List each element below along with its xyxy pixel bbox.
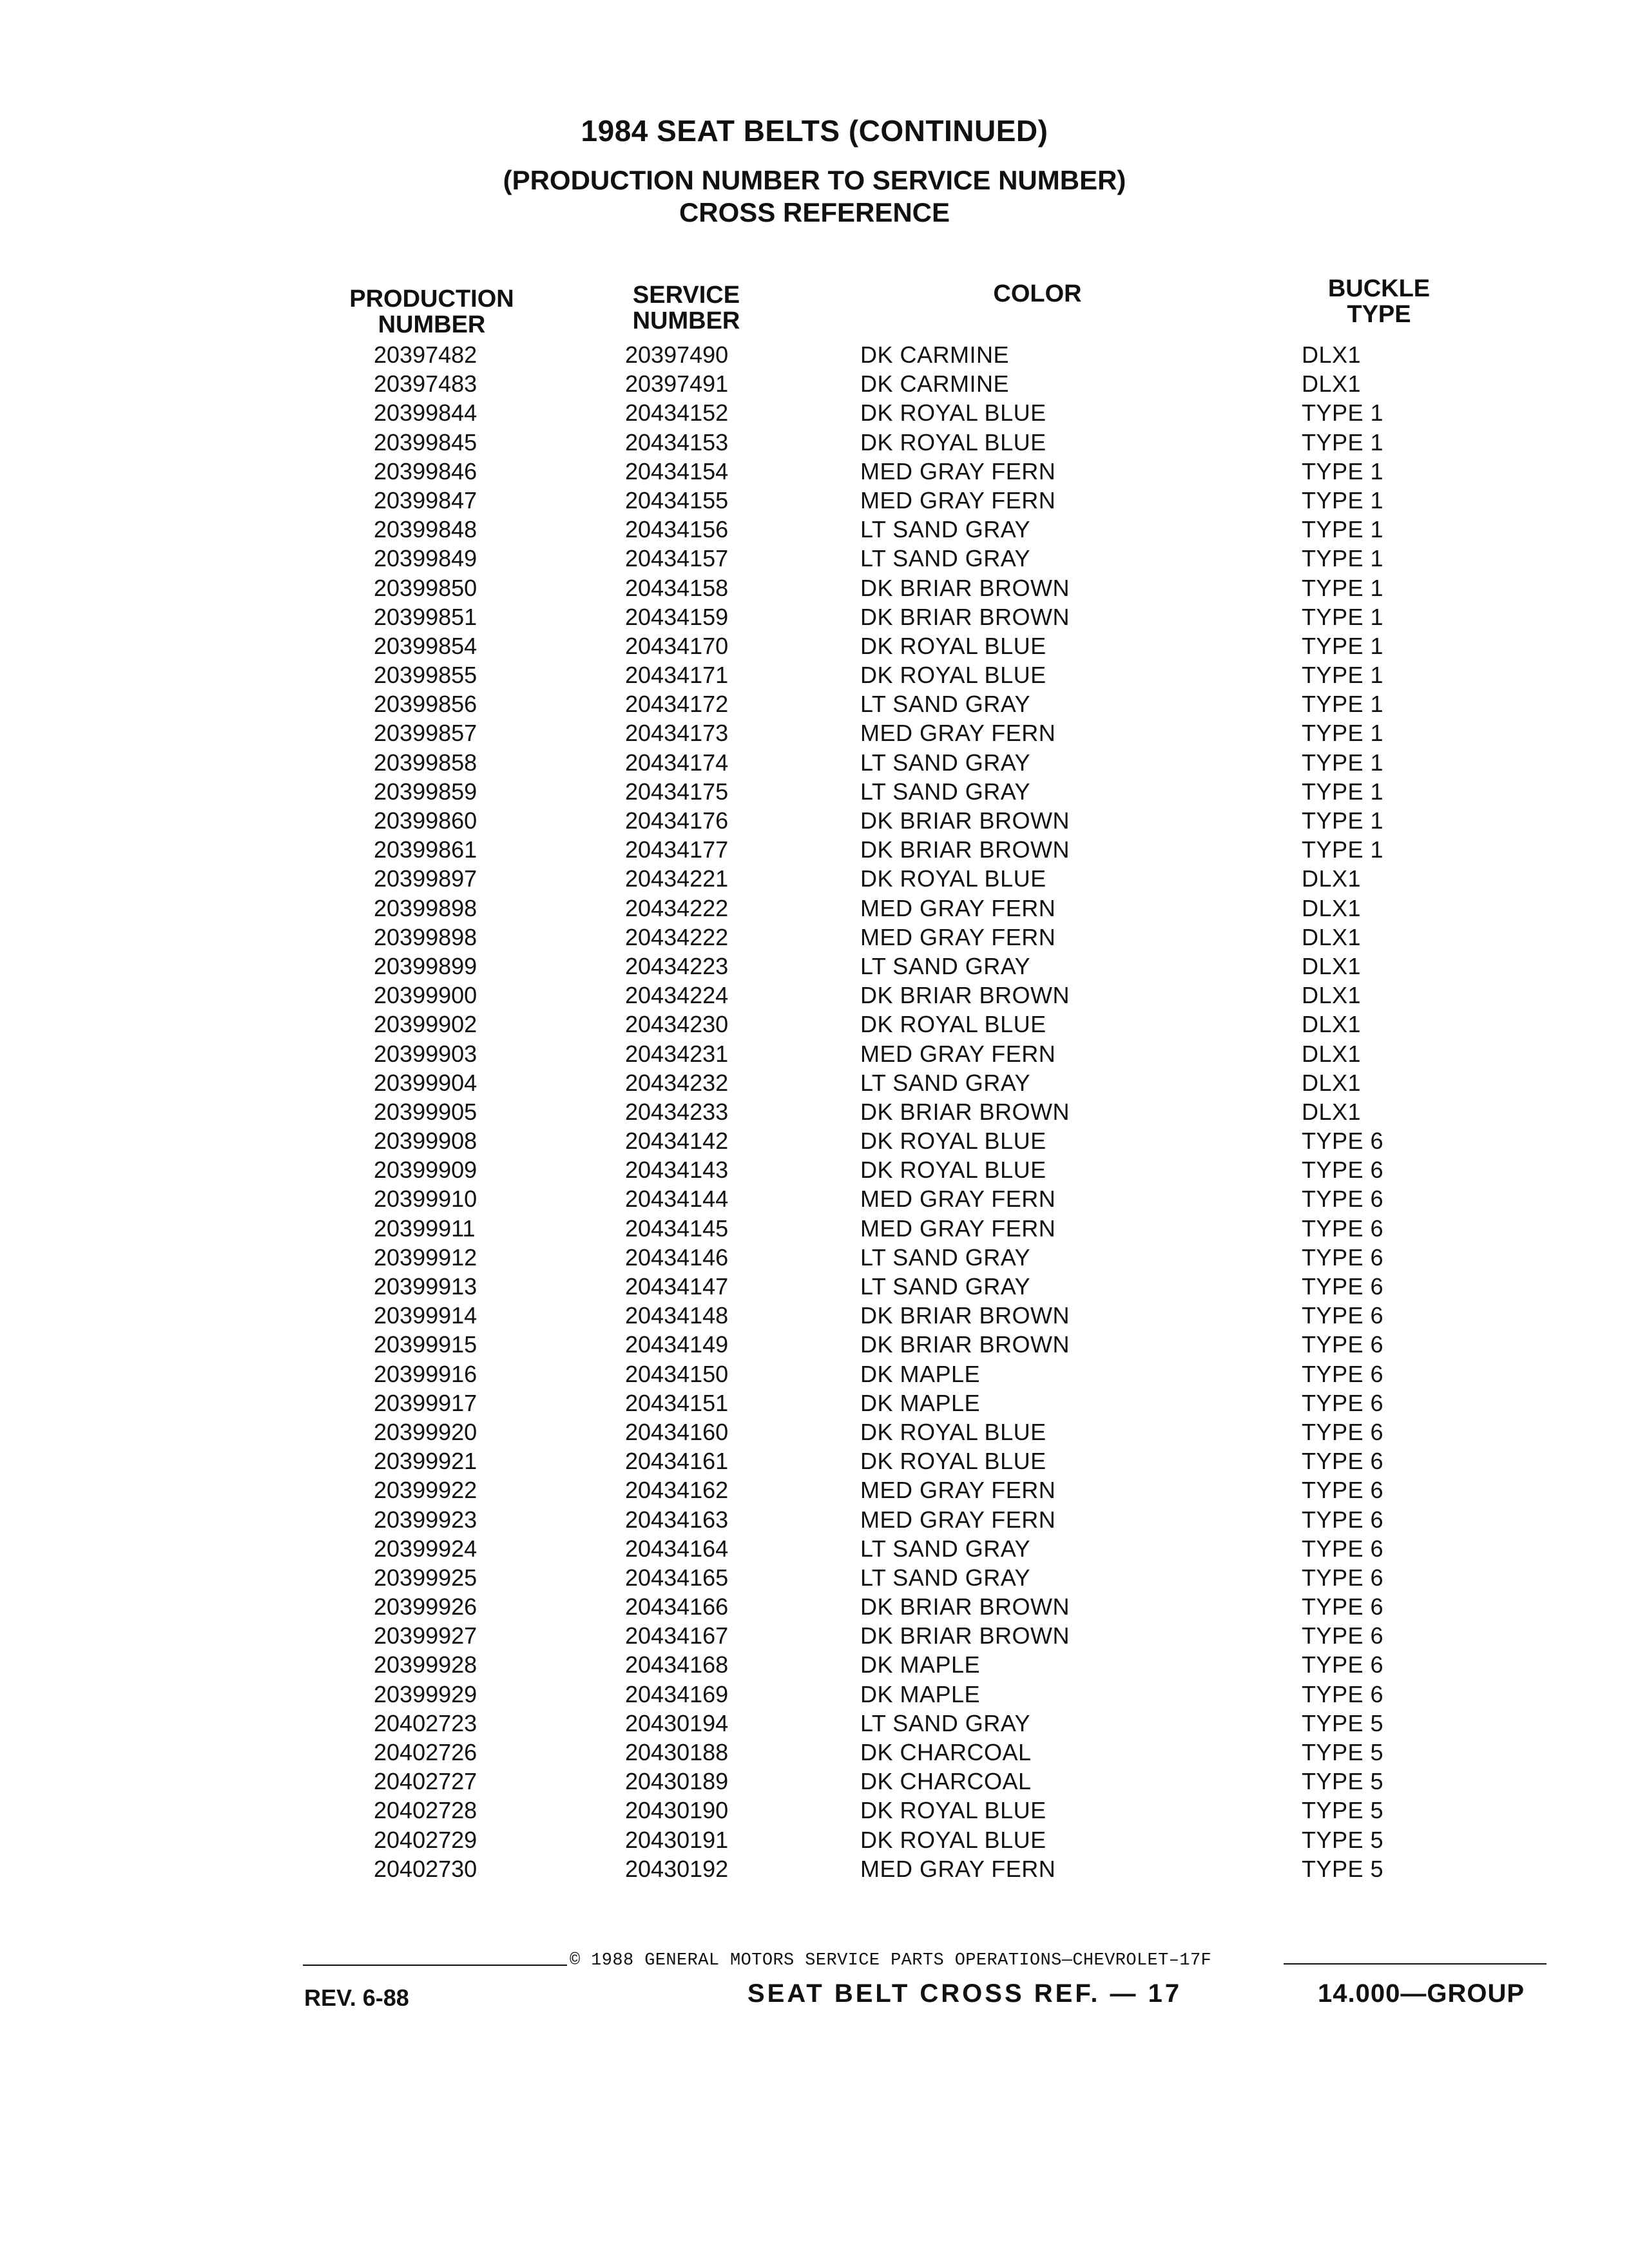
production-number-cell: 20399897 [374, 865, 477, 892]
production-number-cell: 20399844 [374, 399, 477, 427]
color-cell: MED GRAY FERN [860, 923, 1056, 950]
table-row [0, 689, 1629, 718]
buckle-type-cell: TYPE 1 [1302, 545, 1384, 572]
table-row [0, 1097, 1629, 1126]
buckle-type-cell: TYPE 1 [1302, 720, 1384, 747]
service-number-cell: 20434232 [625, 1069, 729, 1096]
service-number-cell: 20434176 [625, 807, 729, 834]
service-number-cell: 20434230 [625, 1011, 729, 1038]
table-row [0, 1214, 1629, 1243]
production-number-cell: 20402730 [374, 1855, 477, 1882]
buckle-type-cell: TYPE 6 [1302, 1128, 1384, 1155]
page-subtitle: (PRODUCTION NUMBER TO SERVICE NUMBER) [503, 165, 1126, 195]
service-number-cell: 20434143 [625, 1157, 729, 1184]
table-row [0, 457, 1629, 486]
buckle-type-cell: TYPE 6 [1302, 1186, 1384, 1213]
color-cell: MED GRAY FERN [860, 1040, 1056, 1067]
table-row [0, 631, 1629, 660]
buckle-type-cell: TYPE 6 [1302, 1157, 1384, 1184]
color-cell: DK BRIAR BROWN [860, 807, 1070, 834]
table-row [0, 777, 1629, 806]
color-cell: DK ROYAL BLUE [860, 1157, 1046, 1184]
service-number-cell: 20434170 [625, 632, 729, 659]
buckle-type-cell: TYPE 1 [1302, 603, 1384, 630]
table-row [0, 1475, 1629, 1504]
table-row [0, 1563, 1629, 1592]
buckle-type-cell: TYPE 6 [1302, 1651, 1384, 1678]
table-row [0, 1738, 1629, 1767]
production-number-cell: 20399920 [374, 1418, 477, 1445]
table-row [0, 923, 1629, 952]
color-cell: DK ROYAL BLUE [860, 865, 1046, 892]
table-row [0, 1767, 1629, 1796]
service-number-cell: 20434152 [625, 399, 729, 427]
table-row [0, 894, 1629, 923]
table-row [0, 660, 1629, 689]
service-number-cell: 20434151 [625, 1389, 729, 1416]
table-row [0, 1825, 1629, 1854]
service-number-cell: 20434157 [625, 545, 729, 572]
color-cell: LT SAND GRAY [860, 1273, 1031, 1300]
table-row [0, 1709, 1629, 1738]
color-cell: DK ROYAL BLUE [860, 632, 1046, 659]
buckle-type-cell: TYPE 6 [1302, 1506, 1384, 1533]
table-row [0, 1039, 1629, 1068]
table-row [0, 981, 1629, 1010]
production-number-cell: 20399909 [374, 1157, 477, 1184]
table-row [0, 835, 1629, 864]
color-cell: DK BRIAR BROWN [860, 1098, 1070, 1125]
production-number-cell: 20399846 [374, 457, 477, 485]
service-number-cell: 20434173 [625, 720, 729, 747]
table-row [0, 486, 1629, 515]
production-number-cell: 20399926 [374, 1593, 477, 1620]
service-number-cell: 20434171 [625, 662, 729, 689]
buckle-type-cell: TYPE 1 [1302, 486, 1384, 514]
production-number-cell: 20399860 [374, 807, 477, 834]
buckle-type-cell: DLX1 [1302, 865, 1362, 892]
service-number-cell: 20434161 [625, 1448, 729, 1475]
service-number-cell: 20434160 [625, 1418, 729, 1445]
service-number-cell: 20434149 [625, 1331, 729, 1358]
production-number-cell: 20399913 [374, 1273, 477, 1300]
buckle-type-cell: DLX1 [1302, 1011, 1362, 1038]
buckle-type-cell: TYPE 6 [1302, 1360, 1384, 1387]
page-subtitle-2: CROSS REFERENCE [679, 197, 950, 227]
color-cell: DK BRIAR BROWN [860, 1593, 1070, 1620]
table-row [0, 515, 1629, 544]
buckle-type-cell: TYPE 1 [1302, 662, 1384, 689]
buckle-type-cell: DLX1 [1302, 982, 1362, 1009]
production-number-cell: 20399917 [374, 1389, 477, 1416]
buckle-type-cell: TYPE 6 [1302, 1302, 1384, 1329]
color-cell: MED GRAY FERN [860, 486, 1056, 514]
service-number-cell: 20434221 [625, 865, 729, 892]
service-number-cell: 20434142 [625, 1128, 729, 1155]
buckle-type-cell: TYPE 1 [1302, 836, 1384, 863]
table-row [0, 1796, 1629, 1825]
color-cell: MED GRAY FERN [860, 457, 1056, 485]
section-label: SEAT BELT CROSS REF. — 17 [747, 1979, 1182, 2008]
service-number-cell: 20434147 [625, 1273, 729, 1300]
buckle-type-cell: TYPE 5 [1302, 1709, 1384, 1736]
color-cell: LT SAND GRAY [860, 1535, 1031, 1562]
table-row [0, 952, 1629, 981]
production-number-cell: 20399851 [374, 603, 477, 630]
production-number-cell: 20399898 [374, 923, 477, 950]
service-number-cell: 20434224 [625, 982, 729, 1009]
group-label: 14.000—GROUP [1318, 1979, 1525, 2008]
service-number-cell: 20397491 [625, 370, 729, 398]
service-number-cell: 20434169 [625, 1680, 729, 1707]
buckle-type-cell: DLX1 [1302, 341, 1362, 368]
buckle-type-cell: TYPE 1 [1302, 778, 1384, 805]
buckle-type-cell: DLX1 [1302, 923, 1362, 950]
buckle-type-cell: TYPE 1 [1302, 632, 1384, 659]
service-number-cell: 20434165 [625, 1564, 729, 1591]
service-number-cell: 20430194 [625, 1709, 729, 1736]
color-cell: LT SAND GRAY [860, 1709, 1031, 1736]
buckle-type-cell: TYPE 5 [1302, 1826, 1384, 1853]
production-number-cell: 20399922 [374, 1477, 477, 1504]
production-number-cell: 20399910 [374, 1186, 477, 1213]
color-cell: DK BRIAR BROWN [860, 574, 1070, 601]
service-number-cell: 20434223 [625, 952, 729, 979]
production-number-cell: 20399849 [374, 545, 477, 572]
color-cell: LT SAND GRAY [860, 691, 1031, 718]
buckle-type-cell: TYPE 6 [1302, 1680, 1384, 1707]
buckle-type-cell: TYPE 6 [1302, 1622, 1384, 1649]
color-cell: DK CARMINE [860, 370, 1010, 398]
copyright-notice: © 1988 GENERAL MOTORS SERVICE PARTS OPERATIONS—CHEVROLET–17F [570, 1951, 1212, 1970]
buckle-type-cell: TYPE 1 [1302, 807, 1384, 834]
production-number-cell: 20399914 [374, 1302, 477, 1329]
color-cell: DK ROYAL BLUE [860, 428, 1046, 456]
production-number-cell: 20399845 [374, 428, 477, 456]
column-header-buckle-type: BUCKLE TYPE [1327, 275, 1431, 328]
column-header-service-number: SERVICE NUMBER [632, 282, 740, 334]
production-number-cell: 20399903 [374, 1040, 477, 1067]
production-number-cell: 20399927 [374, 1622, 477, 1649]
table-row [0, 748, 1629, 777]
production-number-cell: 20399899 [374, 952, 477, 979]
color-cell: DK ROYAL BLUE [860, 1011, 1046, 1038]
production-number-cell: 20402728 [374, 1797, 477, 1824]
production-number-cell: 20399904 [374, 1069, 477, 1096]
production-number-cell: 20399929 [374, 1680, 477, 1707]
color-cell: DK BRIAR BROWN [860, 1302, 1070, 1329]
production-number-cell: 20402723 [374, 1709, 477, 1736]
buckle-type-cell: TYPE 5 [1302, 1797, 1384, 1824]
color-cell: LT SAND GRAY [860, 1069, 1031, 1096]
production-number-cell: 20399928 [374, 1651, 477, 1678]
service-number-cell: 20434168 [625, 1651, 729, 1678]
color-cell: DK MAPLE [860, 1389, 981, 1416]
production-number-cell: 20402726 [374, 1739, 477, 1765]
buckle-type-cell: TYPE 6 [1302, 1215, 1384, 1242]
buckle-type-cell: TYPE 5 [1302, 1739, 1384, 1765]
service-number-cell: 20434172 [625, 691, 729, 718]
table-row [0, 1621, 1629, 1650]
buckle-type-cell: TYPE 6 [1302, 1331, 1384, 1358]
color-cell: DK BRIAR BROWN [860, 1622, 1070, 1649]
production-number-cell: 20397483 [374, 370, 477, 398]
production-number-cell: 20399911 [374, 1215, 476, 1242]
service-number-cell: 20434158 [625, 574, 729, 601]
table-row [0, 1184, 1629, 1213]
column-header-production-number: PRODUCTION NUMBER [349, 285, 514, 338]
service-number-cell: 20430192 [625, 1855, 729, 1882]
color-cell: DK ROYAL BLUE [860, 1448, 1046, 1475]
production-number-cell: 20399850 [374, 574, 477, 601]
color-cell: LT SAND GRAY [860, 1244, 1031, 1271]
table-row [0, 428, 1629, 457]
color-cell: DK CHARCOAL [860, 1739, 1032, 1765]
production-number-cell: 20399857 [374, 720, 477, 747]
page-title: 1984 SEAT BELTS (CONTINUED) [581, 114, 1048, 148]
service-number-cell: 20434148 [625, 1302, 729, 1329]
color-cell: LT SAND GRAY [860, 749, 1031, 776]
production-number-cell: 20399898 [374, 894, 477, 921]
service-number-cell: 20430191 [625, 1826, 729, 1853]
table-row [0, 1243, 1629, 1272]
table-row [0, 1272, 1629, 1301]
color-cell: LT SAND GRAY [860, 516, 1031, 543]
table-row [0, 1592, 1629, 1621]
color-cell: DK MAPLE [860, 1680, 981, 1707]
service-number-cell: 20434156 [625, 516, 729, 543]
service-number-cell: 20434163 [625, 1506, 729, 1533]
table-row [0, 340, 1629, 369]
buckle-type-cell: TYPE 1 [1302, 691, 1384, 718]
buckle-type-cell: TYPE 6 [1302, 1448, 1384, 1475]
color-cell: DK BRIAR BROWN [860, 836, 1070, 863]
footer-rule-left [303, 1965, 567, 1966]
color-cell: MED GRAY FERN [860, 894, 1056, 921]
table-row [0, 718, 1629, 747]
production-number-cell: 20399848 [374, 516, 477, 543]
table-row [0, 1650, 1629, 1679]
service-number-cell: 20434146 [625, 1244, 729, 1271]
buckle-type-cell: TYPE 6 [1302, 1418, 1384, 1445]
table-row [0, 398, 1629, 427]
buckle-type-cell: TYPE 1 [1302, 574, 1384, 601]
table-row [0, 1534, 1629, 1563]
color-cell: DK ROYAL BLUE [860, 1418, 1046, 1445]
column-header-color: COLOR [993, 280, 1082, 307]
buckle-type-cell: TYPE 1 [1302, 749, 1384, 776]
buckle-type-cell: DLX1 [1302, 894, 1362, 921]
color-cell: LT SAND GRAY [860, 1564, 1031, 1591]
buckle-type-cell: TYPE 5 [1302, 1855, 1384, 1882]
table-row [0, 1301, 1629, 1330]
color-cell: DK BRIAR BROWN [860, 982, 1070, 1009]
buckle-type-cell: DLX1 [1302, 952, 1362, 979]
table-row [0, 806, 1629, 835]
color-cell: DK CARMINE [860, 341, 1010, 368]
buckle-type-cell: TYPE 6 [1302, 1535, 1384, 1562]
buckle-type-cell: DLX1 [1302, 370, 1362, 398]
production-number-cell: 20397482 [374, 341, 477, 368]
service-number-cell: 20434233 [625, 1098, 729, 1125]
buckle-type-cell: TYPE 6 [1302, 1593, 1384, 1620]
production-number-cell: 20399915 [374, 1331, 477, 1358]
production-number-cell: 20399858 [374, 749, 477, 776]
color-cell: MED GRAY FERN [860, 1186, 1056, 1213]
service-number-cell: 20434164 [625, 1535, 729, 1562]
color-cell: MED GRAY FERN [860, 1477, 1056, 1504]
cross-reference-table [0, 340, 1629, 1883]
production-number-cell: 20399925 [374, 1564, 477, 1591]
production-number-cell: 20399923 [374, 1506, 477, 1533]
production-number-cell: 20399924 [374, 1535, 477, 1562]
table-row [0, 1155, 1629, 1184]
table-row [0, 1418, 1629, 1446]
color-cell: MED GRAY FERN [860, 1855, 1056, 1882]
production-number-cell: 20402727 [374, 1768, 477, 1795]
service-number-cell: 20434222 [625, 923, 729, 950]
service-number-cell: 20434144 [625, 1186, 729, 1213]
buckle-type-cell: TYPE 6 [1302, 1244, 1384, 1271]
service-number-cell: 20434153 [625, 428, 729, 456]
service-number-cell: 20434159 [625, 603, 729, 630]
production-number-cell: 20399916 [374, 1360, 477, 1387]
table-row [0, 1505, 1629, 1534]
buckle-type-cell: TYPE 6 [1302, 1389, 1384, 1416]
service-number-cell: 20434177 [625, 836, 729, 863]
table-row [0, 1126, 1629, 1155]
table-row [0, 864, 1629, 893]
buckle-type-cell: TYPE 6 [1302, 1564, 1384, 1591]
table-row [0, 1389, 1629, 1418]
color-cell: LT SAND GRAY [860, 545, 1031, 572]
buckle-type-cell: TYPE 1 [1302, 428, 1384, 456]
service-number-cell: 20434174 [625, 749, 729, 776]
color-cell: DK ROYAL BLUE [860, 1128, 1046, 1155]
production-number-cell: 20402729 [374, 1826, 477, 1853]
table-row [0, 1360, 1629, 1389]
production-number-cell: 20399905 [374, 1098, 477, 1125]
buckle-type-cell: TYPE 5 [1302, 1768, 1384, 1795]
service-number-cell: 20434155 [625, 486, 729, 514]
service-number-cell: 20434166 [625, 1593, 729, 1620]
service-number-cell: 20434162 [625, 1477, 729, 1504]
production-number-cell: 20399855 [374, 662, 477, 689]
color-cell: DK ROYAL BLUE [860, 399, 1046, 427]
color-cell: DK MAPLE [860, 1651, 981, 1678]
service-number-cell: 20434222 [625, 894, 729, 921]
production-number-cell: 20399908 [374, 1128, 477, 1155]
table-row [0, 369, 1629, 398]
color-cell: MED GRAY FERN [860, 1506, 1056, 1533]
table-row [0, 1010, 1629, 1039]
color-cell: DK CHARCOAL [860, 1768, 1032, 1795]
table-row [0, 1680, 1629, 1709]
color-cell: DK ROYAL BLUE [860, 1797, 1046, 1824]
revision-label: REV. 6-88 [304, 1984, 409, 2011]
production-number-cell: 20399859 [374, 778, 477, 805]
table-row [0, 1446, 1629, 1475]
buckle-type-cell: DLX1 [1302, 1098, 1362, 1125]
table-row [0, 1330, 1629, 1359]
color-cell: DK MAPLE [860, 1360, 981, 1387]
service-number-cell: 20434150 [625, 1360, 729, 1387]
color-cell: LT SAND GRAY [860, 952, 1031, 979]
production-number-cell: 20399912 [374, 1244, 477, 1271]
color-cell: MED GRAY FERN [860, 720, 1056, 747]
buckle-type-cell: DLX1 [1302, 1069, 1362, 1096]
color-cell: MED GRAY FERN [860, 1215, 1056, 1242]
buckle-type-cell: TYPE 6 [1302, 1273, 1384, 1300]
service-number-cell: 20434145 [625, 1215, 729, 1242]
service-number-cell: 20430189 [625, 1768, 729, 1795]
color-cell: DK ROYAL BLUE [860, 662, 1046, 689]
buckle-type-cell: TYPE 1 [1302, 457, 1384, 485]
production-number-cell: 20399921 [374, 1448, 477, 1475]
color-cell: DK BRIAR BROWN [860, 603, 1070, 630]
production-number-cell: 20399854 [374, 632, 477, 659]
table-row [0, 573, 1629, 602]
table-row [0, 544, 1629, 573]
production-number-cell: 20399856 [374, 691, 477, 718]
service-number-cell: 20434231 [625, 1040, 729, 1067]
buckle-type-cell: DLX1 [1302, 1040, 1362, 1067]
table-row [0, 1068, 1629, 1097]
production-number-cell: 20399847 [374, 486, 477, 514]
color-cell: DK BRIAR BROWN [860, 1331, 1070, 1358]
table-row [0, 602, 1629, 631]
footer-rule-right [1284, 1963, 1547, 1965]
service-number-cell: 20430188 [625, 1739, 729, 1765]
production-number-cell: 20399900 [374, 982, 477, 1009]
buckle-type-cell: TYPE 6 [1302, 1477, 1384, 1504]
production-number-cell: 20399902 [374, 1011, 477, 1038]
buckle-type-cell: TYPE 1 [1302, 399, 1384, 427]
service-number-cell: 20434154 [625, 457, 729, 485]
production-number-cell: 20399861 [374, 836, 477, 863]
table-row [0, 1854, 1629, 1883]
buckle-type-cell: TYPE 1 [1302, 516, 1384, 543]
service-number-cell: 20430190 [625, 1797, 729, 1824]
service-number-cell: 20397490 [625, 341, 729, 368]
color-cell: DK ROYAL BLUE [860, 1826, 1046, 1853]
service-number-cell: 20434175 [625, 778, 729, 805]
color-cell: LT SAND GRAY [860, 778, 1031, 805]
service-number-cell: 20434167 [625, 1622, 729, 1649]
